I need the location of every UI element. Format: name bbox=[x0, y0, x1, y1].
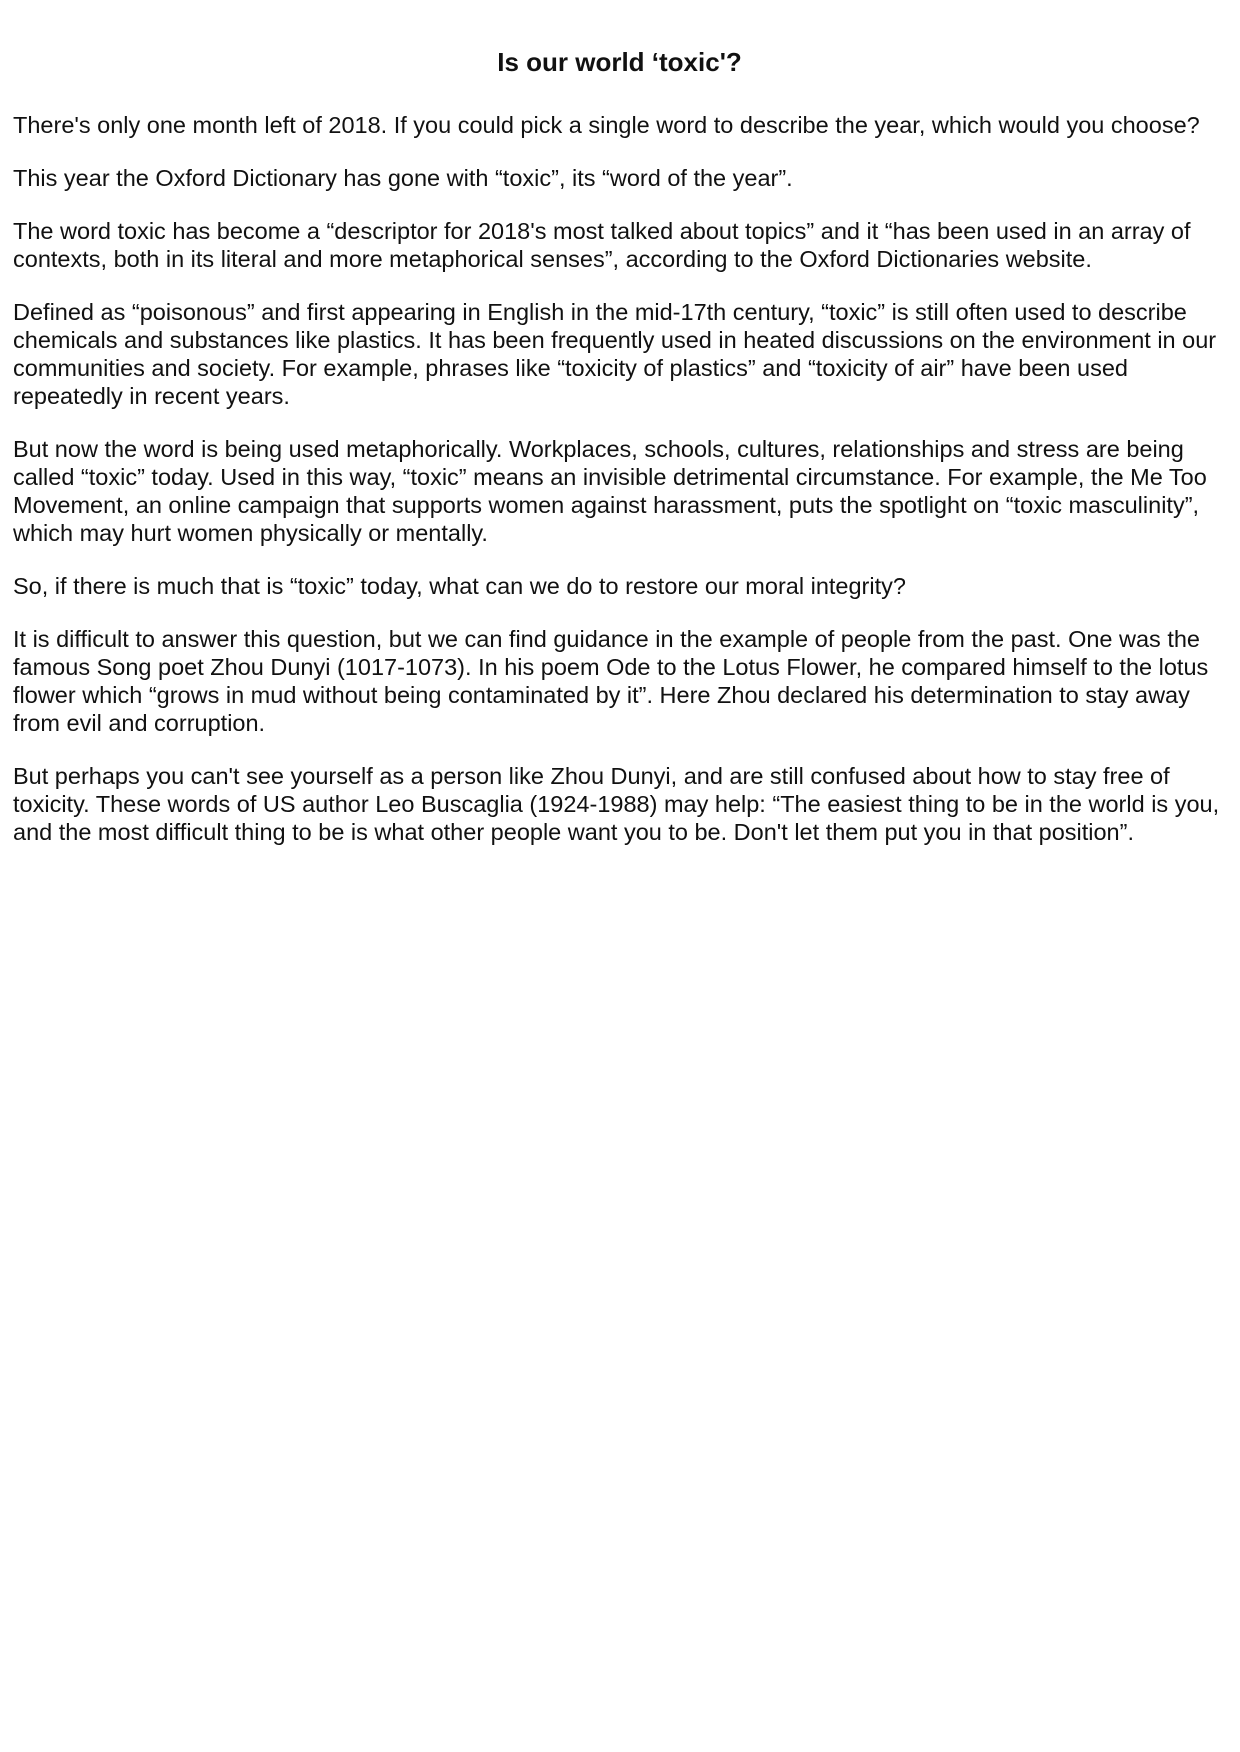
paragraph-3: The word toxic has become a “descriptor for 2018's most talked about topics” and it “has been used in an array of contexts, both in its literal and more metaphorical senses”, according to the Oxford Dictionaries website. bbox=[13, 218, 1191, 272]
article-title: Is our world ‘toxic'? bbox=[497, 47, 742, 77]
paragraph-2: This year the Oxford Dictionary has gone with “toxic”, its “word of the year”. bbox=[13, 165, 793, 191]
paragraph-5: But now the word is being used metaphorically. Workplaces, schools, cultures, relationships and stress are being called “toxic” today. Used in this way, “toxic” means an invisible detrimental circumstance. For example, the Me Too Movement, an online campaign that supports women against harassment, puts the spotlight on “toxic masculinity”, which may hurt women physically or mentally. bbox=[13, 436, 1207, 546]
paragraph-1: There's only one month left of 2018. If you could pick a single word to describe the year, which would you choose? bbox=[13, 112, 1200, 138]
paragraph-8: But perhaps you can't see yourself as a person like Zhou Dunyi, and are still confused about how to stay free of toxicity. These words of US author Leo Buscaglia (1924-1988) may help: “The easiest thing to be in the world is you, and the most difficult thing to be is what other people want you to be. Don't let them put you in that position”. bbox=[13, 763, 1220, 845]
paragraph-7: It is difficult to answer this question, but we can find guidance in the example of people from the past. One was the famous Song poet Zhou Dunyi (1017-1073). In his poem Ode to the Lotus Flower, he compared himself to the lotus flower which “grows in mud without being contaminated by it”. Here Zhou declared his determination to stay away from evil and corruption. bbox=[13, 626, 1209, 736]
paragraph-4: Defined as “poisonous” and first appearing in English in the mid-17th century, “toxic” is still often used to describe chemicals and substances like plastics. It has been frequently used in heated discussions on the environment in our communities and society. For example, phrases like “toxicity of plastics” and “toxicity of air” have been used repeatedly in recent years. bbox=[13, 299, 1217, 409]
paragraph-6: So, if there is much that is “toxic” today, what can we do to restore our moral integrity? bbox=[13, 573, 906, 599]
